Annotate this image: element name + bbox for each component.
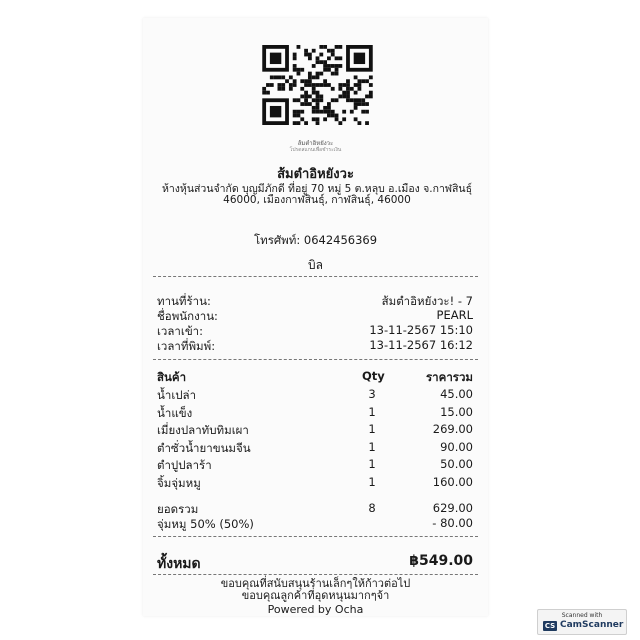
- qr-caption: ส้มตำอิหยังวะ: [297, 140, 334, 147]
- info-label: ทานที่ร้าน:: [157, 294, 211, 308]
- subtotal-value: 629.00: [432, 501, 473, 515]
- grand-total-value: ฿549.00: [409, 553, 473, 569]
- discount-row: [157, 516, 473, 530]
- item-name: เมี่ยงปลาทับทิมเผา: [157, 423, 249, 437]
- powered-by: Powered by Ocha: [267, 603, 364, 616]
- subtotal-qty: 8: [368, 501, 376, 515]
- item-name: ตำซั่วน้ำยาขนมจีน: [157, 441, 251, 455]
- camscanner-logo-icon: CS: [544, 622, 556, 630]
- subtotal-label: ยอดรวม: [157, 502, 199, 516]
- item-name: น้ำเปล่า: [157, 388, 197, 402]
- info-row-checkin: [157, 323, 473, 337]
- item-price: 50.00: [440, 457, 473, 471]
- item-price: 15.00: [440, 405, 473, 419]
- info-label: เวลาเข้า:: [157, 324, 204, 338]
- info-value: ส้มตำอิหยังวะ! - 7: [381, 294, 473, 308]
- item-qty: 1: [368, 422, 376, 436]
- item-qty: 1: [368, 405, 376, 419]
- header-qty: Qty: [362, 369, 385, 383]
- discount-label: จุ่มหมู 50% (50%): [157, 517, 254, 531]
- line-item: [157, 457, 473, 471]
- receipt: [143, 18, 488, 616]
- shop-name: ส้มตำอิหยังวะ: [277, 167, 354, 182]
- info-label: เวลาที่พิมพ์:: [157, 339, 216, 353]
- item-name: ตำปูปลาร้า: [157, 458, 212, 472]
- line-item: [157, 440, 473, 454]
- info-value: PEARL: [436, 308, 473, 322]
- discount-value: - 80.00: [432, 516, 473, 530]
- grand-total-label: ทั้งหมด: [157, 556, 201, 572]
- item-price: 269.00: [432, 422, 473, 436]
- thanks-line-2: ขอบคุณลูกค้าที่อุดหนุนมากๆจ้า: [241, 589, 390, 602]
- subtotal-row: [157, 501, 473, 515]
- divider: [153, 276, 478, 277]
- item-price: 90.00: [440, 440, 473, 454]
- divider: [153, 536, 478, 537]
- qr-code-icon: [260, 45, 375, 125]
- item-qty: 1: [368, 475, 376, 489]
- divider: [153, 359, 478, 360]
- items-header: [157, 369, 473, 383]
- item-name: น้ำแข็ง: [157, 406, 193, 420]
- shop-phone: โทรศัพท์: 0642456369: [253, 233, 378, 247]
- header-price: ราคารวม: [426, 370, 473, 384]
- qr-subcaption: โปรดสแกนเพื่อชำระเงิน: [289, 147, 342, 153]
- item-qty: 3: [368, 387, 376, 401]
- line-item: [157, 422, 473, 436]
- info-label: ชื่อพนักงาน:: [157, 309, 218, 323]
- item-name: จิ้มจุ่มหมู: [157, 476, 201, 490]
- info-row-staff: [157, 308, 473, 322]
- bill-title: บิล: [308, 258, 323, 272]
- header-item: สินค้า: [157, 370, 187, 384]
- grand-total-row: [157, 553, 473, 571]
- info-value: 13-11-2567 15:10: [369, 323, 473, 337]
- shop-address: ห้างหุ้นส่วนจำกัด บุญมีภักดี ที่อยู่ 70 หมู่ 5 ต.หลุบ อ.เมือง จ.กาฬสินธุ์ 46000, เมืองกาฬสินธุ์, กาฬสินธุ์, 46000: [161, 183, 473, 206]
- watermark-caption: Scanned with: [561, 612, 603, 619]
- info-row-printed: [157, 338, 473, 352]
- item-price: 160.00: [432, 475, 473, 489]
- info-value: 13-11-2567 16:12: [369, 338, 473, 352]
- line-item: [157, 405, 473, 419]
- thanks-line-1: ขอบคุณที่สนับสนุนร้านเล็กๆให้ก้าวต่อไป: [220, 577, 411, 590]
- info-row-table: [157, 293, 473, 307]
- item-qty: 1: [368, 457, 376, 471]
- watermark-brand: CamScanner: [560, 620, 624, 630]
- divider: [153, 574, 478, 575]
- camscanner-watermark: [537, 609, 627, 635]
- line-item: [157, 475, 473, 489]
- line-item: [157, 387, 473, 401]
- item-price: 45.00: [440, 387, 473, 401]
- item-qty: 1: [368, 440, 376, 454]
